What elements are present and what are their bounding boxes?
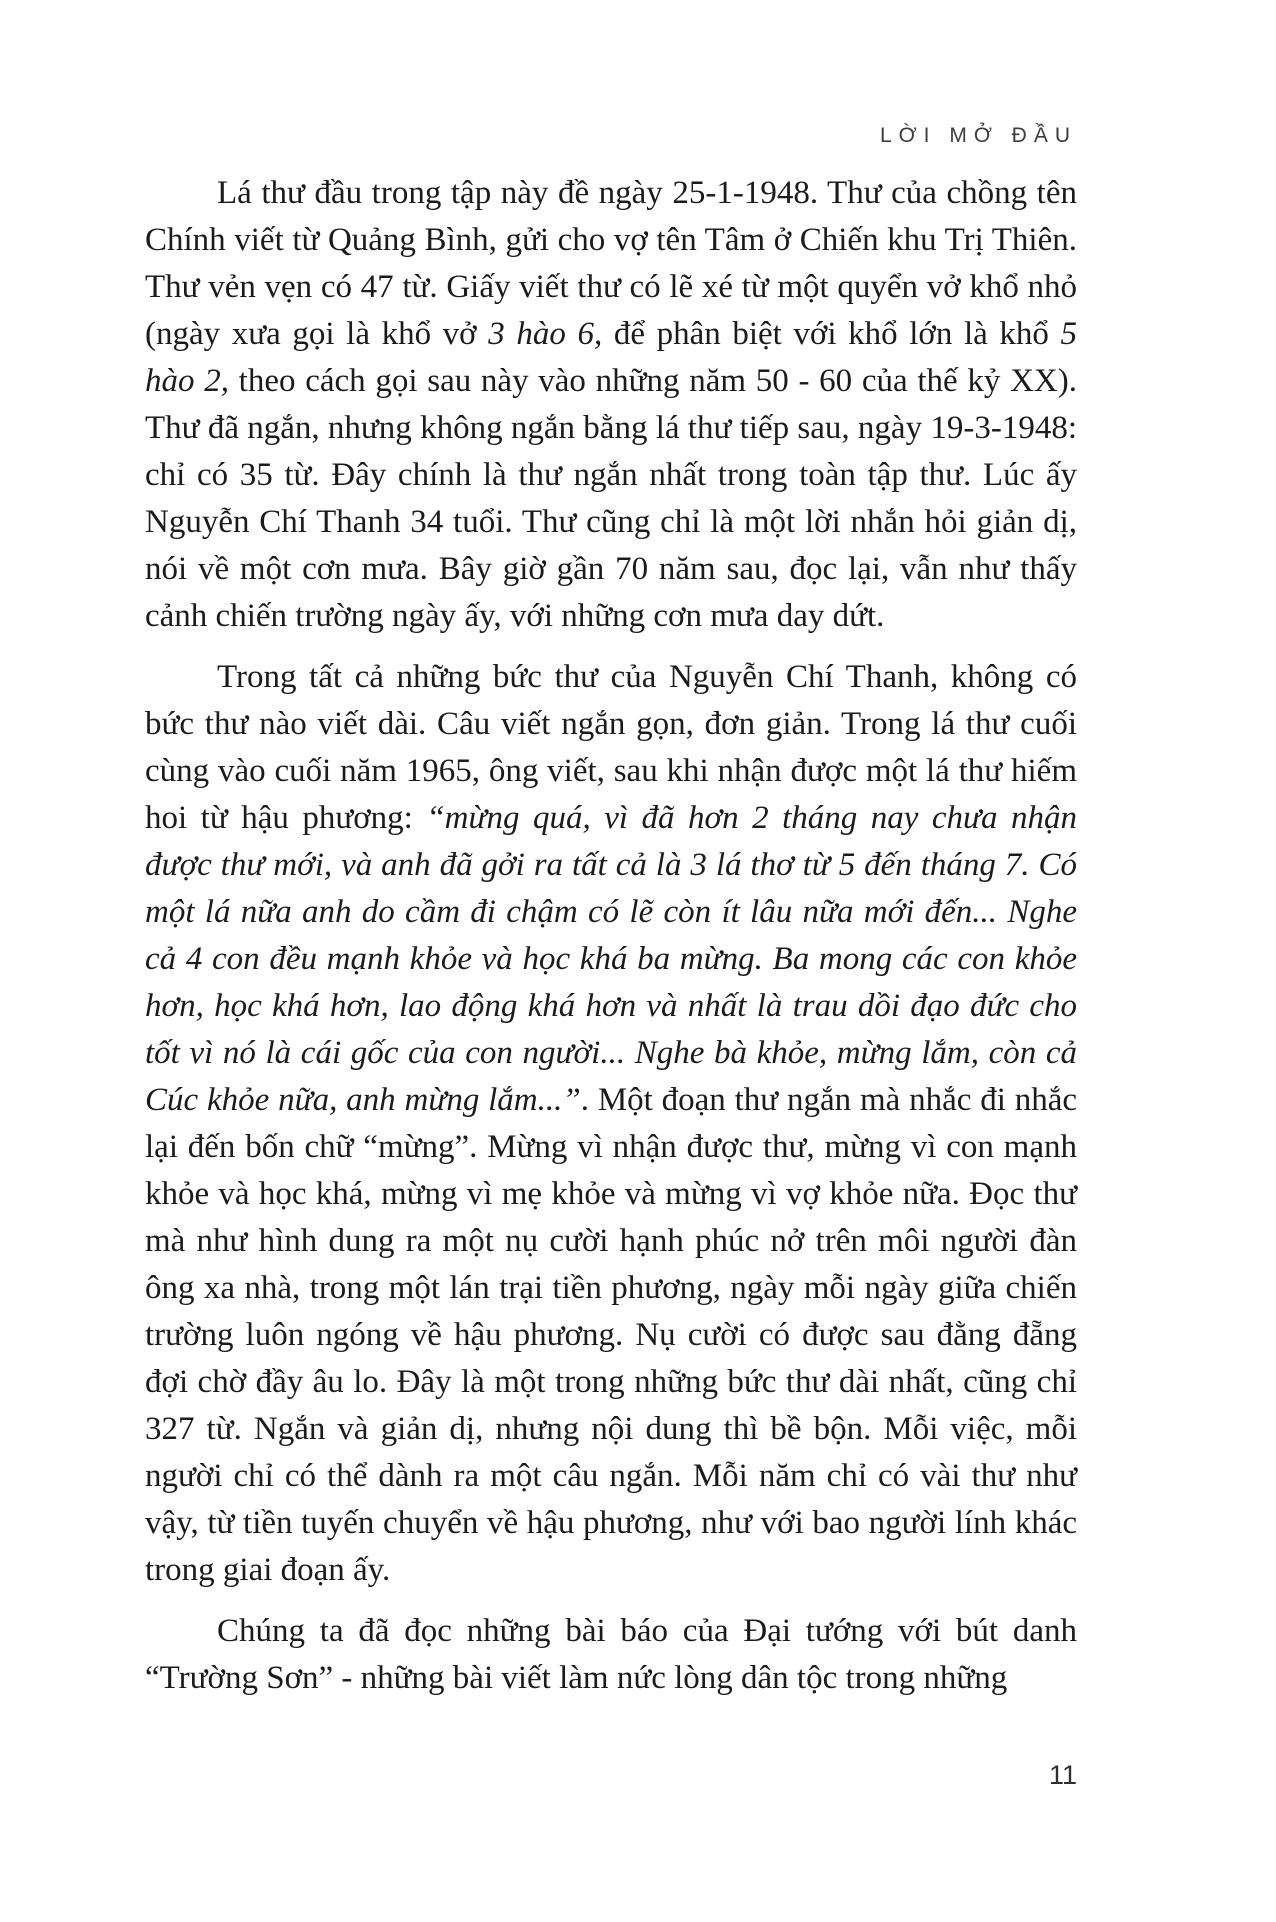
text-segment: . Một đoạn thư ngắn mà nhắc đi nhắc lại đến bốn chữ “mừng”. Mừng vì nhận được thư, mừng vì con mạnh khỏe và học khá, mừng vì mẹ khỏe và mừng vì vợ khỏe nữa. Đọc thư mà như hình dung ra một nụ cười hạnh phúc nở trên môi người đàn ông xa nhà, trong một lán trại tiền phương, ngày mỗi ngày giữa chiến trường luôn ngóng về hậu phương. Nụ cười có được sau đằng đẵng đợi chờ đầy âu lo. Đây là một trong những bức thư dài nhất, cũng chỉ 327 từ. Ngắn và giản dị, nhưng nội dung thì bề bộn. Mỗi việc, mỗi người chỉ có thể dành ra một câu ngắn. Mỗi năm chỉ có vài thư như vậy, từ tiền tuyến chuyển về hậu phương, như với bao người lính khác trong giai đoạn ấy. xyxy=(145,1082,1077,1588)
text-segment: Chúng ta đã đọc những bài báo của Đại tướng với bút danh “Trường Sơn” - những bài viết làm nức lòng dân tộc trong những xyxy=(145,1613,1077,1696)
text-segment: Lá thư đầu trong tập này đề ngày 25-1-1948. Thư của chồng tên Chính viết từ Quảng Bình, gửi cho vợ tên Tâm ở Chiến khu Trị Thiên. Thư vẻn vẹn có 47 từ. Giấy viết thư có lẽ xé từ một quyển vở khổ nhỏ (ngày xưa gọi là khổ vở xyxy=(145,175,1077,352)
paragraph xyxy=(145,654,1077,1594)
running-head: LỜI MỞ ĐẦU xyxy=(879,124,1077,147)
paragraph xyxy=(145,1608,1077,1702)
italic-text-segment: 3 hào 6, xyxy=(488,316,603,352)
italic-text-segment: “mừng quá, vì đã hơn 2 tháng nay chưa nhận được thư mới, và anh đã gởi ra tất cả là 3 lá thơ từ 5 đến tháng 7. Có một lá nữa anh do cầm đi chậm có lẽ còn ít lâu nữa mới đến... Nghe cả 4 con đều mạnh khỏe và học khá ba mừng. Ba mong các con khỏe hơn, học khá hơn, lao động khá hơn và nhất là trau dồi đạo đức cho tốt vì nó là cái gốc của con người... Nghe bà khỏe, mừng lắm, còn cả Cúc khỏe nữa, anh mừng lắm...” xyxy=(145,800,1077,1118)
text-segment: theo cách gọi sau này vào những năm 50 - 60 của thế kỷ XX). Thư đã ngắn, nhưng không ngắn bằng lá thư tiếp sau, ngày 19-3-1948: chỉ có 35 từ. Đây chính là thư ngắn nhất trong toàn tập thư. Lúc ấy Nguyễn Chí Thanh 34 tuổi. Thư cũng chỉ là một lời nhắn hỏi giản dị, nói về một cơn mưa. Bây giờ gần 70 năm sau, đọc lại, vẫn như thấy cảnh chiến trường ngày ấy, với những cơn mưa day dứt. xyxy=(145,363,1077,634)
text-segment: để phân biệt với khổ lớn là khổ xyxy=(602,316,1061,352)
body-text xyxy=(145,170,1077,1716)
page-number: 11 xyxy=(1048,1760,1077,1790)
italic-text-segment: 5 hào 2, xyxy=(145,316,1078,399)
text-segment: Trong tất cả những bức thư của Nguyễn Chí Thanh, không có bức thư nào viết dài. Câu viết ngắn gọn, đơn giản. Trong lá thư cuối cùng vào cuối năm 1965, ông viết, sau khi nhận được một lá thư hiếm hoi từ hậu phương: xyxy=(145,659,1077,836)
paragraph xyxy=(145,170,1077,640)
